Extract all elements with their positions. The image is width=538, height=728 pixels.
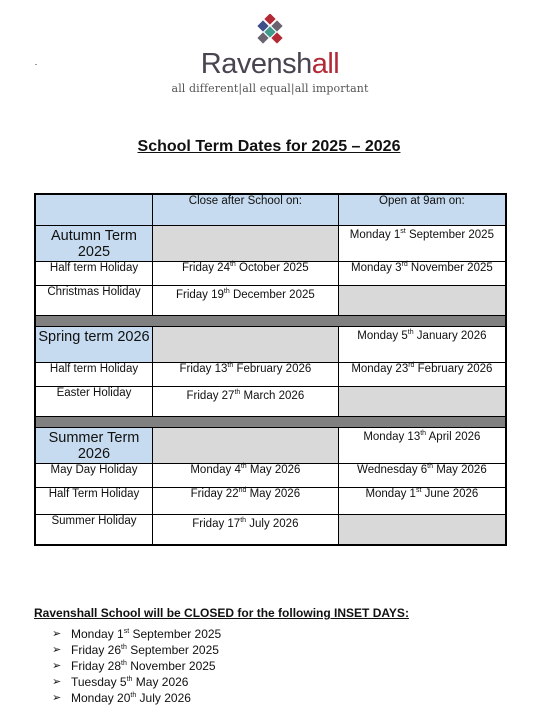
page-title: School Term Dates for 2025 – 2026 [137,138,401,155]
table-row [35,488,506,515]
arrow-bullet-icon: ➢ [52,692,62,704]
table-row [35,327,506,363]
list-item: ➢ Monday 1st September 2025 [52,627,222,641]
empty-cell [338,286,506,316]
list-item: ➢ Friday 28th November 2025 [52,659,216,673]
date-cell: Monday 4th May 2026 [152,464,338,488]
school-tagline: all different|all equal|all important [171,82,369,95]
table-header-row [35,194,506,226]
empty-cell [338,387,506,417]
holiday-label: Half term Holiday [35,363,152,387]
date-cell: Wednesday 6th May 2026 [338,464,506,488]
table-row [35,226,506,262]
header-close-cell: Close after School on: [152,194,338,226]
list-item: ➢ Monday 20th July 2026 [52,691,191,705]
empty-cell [152,226,338,262]
date-cell: Friday 27th March 2026 [152,387,338,417]
table-row [35,262,506,286]
school-logo [150,14,390,95]
date-cell: Monday 5th January 2026 [338,327,506,363]
puzzle-logo-icon [252,14,288,48]
holiday-label: Half term Holiday [35,262,152,286]
table-row [35,286,506,316]
empty-cell [152,428,338,464]
list-item: ➢ Friday 26th September 2025 [52,643,219,657]
holiday-label: Half Term Holiday [35,488,152,515]
empty-cell [338,515,506,546]
date-cell: Friday 24th October 2025 [152,262,338,286]
term-name-autumn: Autumn Term 2025 [35,226,152,262]
date-cell: Friday 19th December 2025 [152,286,338,316]
date-cell: Friday 13th February 2026 [152,363,338,387]
table-row [35,387,506,417]
header-blank-cell [35,194,152,226]
arrow-bullet-icon: ➢ [52,628,62,640]
list-item: ➢ Tuesday 5th May 2026 [52,675,189,689]
arrow-bullet-icon: ➢ [52,644,62,656]
table-row [35,363,506,387]
logo-wordmark: Ravenshall [200,48,340,80]
table-row [35,464,506,488]
holiday-label: Easter Holiday [35,387,152,417]
stray-mark [35,64,37,65]
arrow-bullet-icon: ➢ [52,676,62,688]
separator-row [35,417,506,428]
inset-days-heading: Ravenshall School will be CLOSED for the following INSET DAYS: [34,606,409,620]
date-cell: Friday 17th July 2026 [152,515,338,546]
holiday-label: Christmas Holiday [35,286,152,316]
date-cell: Monday 23rd February 2026 [338,363,506,387]
holiday-label: Summer Holiday [35,515,152,546]
date-cell: Monday 13th April 2026 [338,428,506,464]
table-row [35,515,506,546]
term-name-spring: Spring term 2026 [35,327,152,363]
date-cell: Monday 1st June 2026 [338,488,506,515]
inset-days-list [52,626,221,706]
table-row [35,428,506,464]
separator-row [35,316,506,327]
arrow-bullet-icon: ➢ [52,660,62,672]
date-cell: Friday 22nd May 2026 [152,488,338,515]
date-cell: Monday 1st September 2025 [338,226,506,262]
date-cell: Monday 3rd November 2025 [338,262,506,286]
term-name-summer: Summer Term 2026 [35,428,152,464]
header-open-cell: Open at 9am on: [338,194,506,226]
term-dates-table [34,193,507,546]
empty-cell [152,327,338,363]
holiday-label: May Day Holiday [35,464,152,488]
